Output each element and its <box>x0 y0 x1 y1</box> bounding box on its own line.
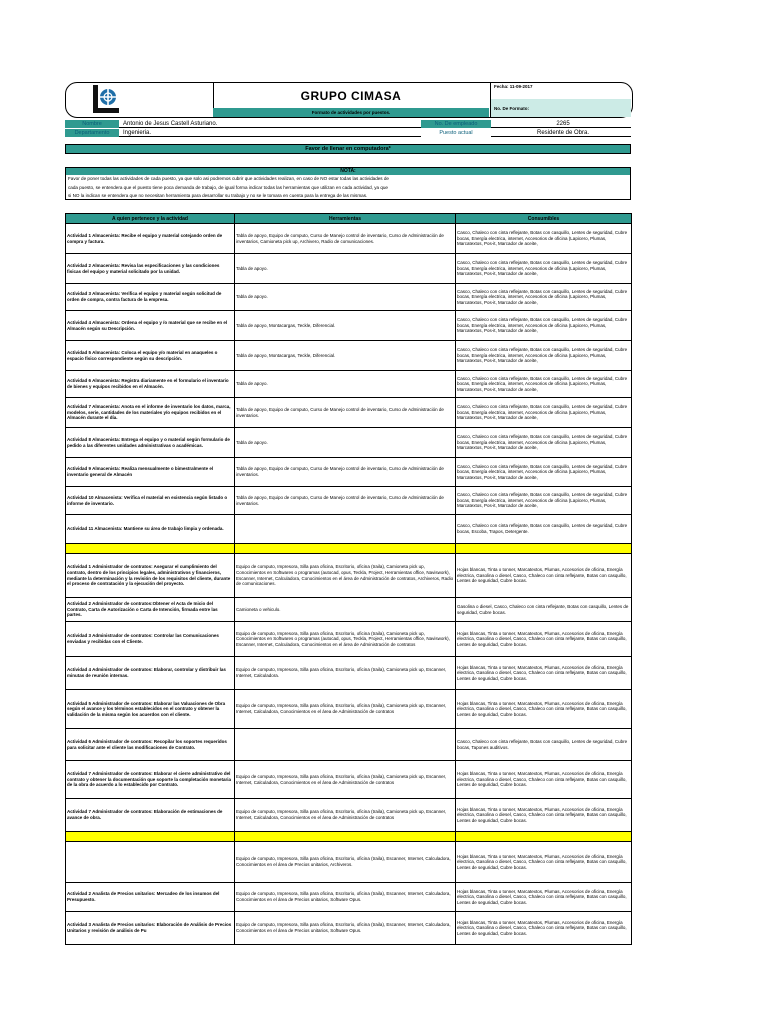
tools-cell: Equipo de computo, Impresora, Silla para oficina, Escritorio, oficina (traila), Camioneta pick up, Escanner, Internet, Calculadora. <box>235 657 456 690</box>
form-header <box>65 82 631 150</box>
table-row <box>66 284 632 311</box>
tools-cell: Tabla de apoyo. <box>235 254 456 284</box>
activity-cell: Actividad 2 Analista de Precios unitarios: Mercadeo de los insumos del Presupuesto. <box>66 883 235 912</box>
consumables-cell: Gasolina o diesel, Casco, Chaleco con cinta reflejante, Botas con casquillo, Lentes de seguridad, Cubre bocas. <box>456 598 632 622</box>
fill-instruction: Favor de llenar en computadora* <box>65 144 631 154</box>
format-number-field: No. De Formato: <box>490 99 631 117</box>
table-row <box>66 458 632 487</box>
column-header-tools: Herramientas <box>235 214 456 224</box>
activity-cell: Actividad 1 Almacenista: Recibe el equipo y material cotejando orden de compra y factura. <box>66 224 235 254</box>
employee-number-value: 2265 <box>491 120 631 128</box>
tools-cell: Tabla de apoyo, Equipo de computo, Curso de Manejo control de inventario, Curso de Administración de inventarios. <box>235 398 456 428</box>
section-separator-row <box>66 544 632 554</box>
tools-cell: Tabla de apoyo, Montacargas, Teckle, Diferencial. <box>235 341 456 371</box>
tools-cell: Tabla de apoyo, Montacargas, Teckle, Diferencial. <box>235 311 456 341</box>
table-row <box>66 487 632 515</box>
table-row <box>66 341 632 371</box>
activity-cell: Actividad 11 Almacenista: Mantiene su área de trabajo limpia y ordenada. <box>66 515 235 544</box>
separator-cell <box>456 544 632 554</box>
tools-cell <box>235 729 456 761</box>
note-title: NOTA: <box>66 168 630 175</box>
consumables-cell: Hojas blancas, Tinta o tonner, Marcatextos, Plumas, Accesorios de oficina, Energía electrica, Gasolina o diesel, Casco, Chaleco con cinta reflejante, Botas con casquillo, Lentes de seguridad, Cubre bocas. <box>456 554 632 598</box>
tools-cell: Tabla de apoyo. <box>235 371 456 398</box>
company-logo-icon <box>93 85 119 113</box>
tools-cell: Tabla de apoyo, Equipo de computo, Curso de Manejo control de inventario, Curso de Administración de inventarios. <box>235 458 456 487</box>
activity-cell: Actividad 3 Almacenista: Verifica el equipo y material según solicitud de orden de compra, contra factura de la empresa. <box>66 284 235 311</box>
department-value: Ingenieria. <box>119 129 421 137</box>
tools-cell: Camioneta o vehiculo. <box>235 598 456 622</box>
date-field: Fecha: 11-09-2017 <box>490 82 631 99</box>
activity-cell: Actividad 7 Administrador de contratos: Elaborar el cierre administrativo del contrato y obtener la documentación que soporte la completación monetaria de la obra de acuerdo a lo establecido por Contrato. <box>66 761 235 799</box>
table-row <box>66 657 632 690</box>
consumables-cell: Hojas blancas, Tinta o tonner, Marcatextos, Plumas, Accesorios de oficina, Energía electrica, Gasolina o diesel, Casco, Chaleco con cinta reflejante, Botas con casquillo, Lentes de seguridad, Cubre bocas. <box>456 657 632 690</box>
activity-cell: Actividad 1 Administrador de contratos: Asegurar el cumplimiento del contrato, dentro de los principios legales, administrativos y financieros, mediante la determinación y la revisión de los requisitos del cliente, durante el proceso de contratación y la ejecución del proyecto. <box>66 554 235 598</box>
table-row <box>66 554 632 598</box>
tools-cell: Equipo de computo, Impresora, Silla para oficina, Escritorio, oficina (traila), Escanner, Internet, Calculadora, Conocimientos en el área de Precios unitarios, Archiveros. <box>235 842 456 883</box>
table-row <box>66 598 632 622</box>
table-row <box>66 799 632 832</box>
consumables-cell: Casco, Chaleco con cinta reflejante, Botas con casquillo, Lentes de seguridad, Cubre bocas, Energía electrica, internet, Accesorios de oficina (Lapicero, Plumas, Marcatextos, Pos-it, Marcador de aceite, <box>456 284 632 311</box>
consumables-cell: Casco, Chaleco con cinta reflejante, Botas con casquillo, Lentes de seguridad, Cubre bocas, Energía electrica, internet, Accesorios de oficina (Lapicero, Plumas, Marcatextos, Pos-it, Marcador de aceite, <box>456 254 632 284</box>
activity-cell: Actividad 2 Almacenista: Revisa las especificaciones y las condiciones fisicas del equipo y material solicitado por la unidad. <box>66 254 235 284</box>
table-row <box>66 883 632 912</box>
activity-cell: Actividad 5 Almacenista: Coloca el equipo y/o material en anaqueles o espacio físico correspondiente según su descripción. <box>66 341 235 371</box>
form-sheet <box>65 82 631 936</box>
note-box <box>65 167 631 200</box>
activity-cell: Actividad 8 Almacenista: Entrega el equipo y o material según formulario de pedido a las diferentes unidades administrativas o académicas. <box>66 428 235 458</box>
consumables-cell: Hojas blancas, Tinta o tonner, Marcatextos, Plumas, Accesorios de oficina, Energía electrica, Gasolina o diesel, Casco, Chaleco con cinta reflejante, Botas con casquillo, Lentes de seguridad, Cubre bocas. <box>456 690 632 729</box>
activity-cell: Actividad 4 Administrador de contratos: Elaborar, controlar y distribuir las minutas de reunión internas. <box>66 657 235 690</box>
tools-cell: Equipo de computo, Impresora, Silla para oficina, Escritorio, oficina (traila), Camioneta pick up, Escanner, Internet, Calculadora, Conocimientos en el área de Administración de contratos <box>235 690 456 729</box>
position-label: Puesto actual <box>439 130 473 136</box>
consumables-cell: Hojas blancas, Tinta o tonner, Marcatextos, Plumas, Accesorios de oficina, Energía electrica, Gasolina o diesel, Casco, Chaleco con cinta reflejante, Botas con casquillo, Lentes de seguridad, Cubre bocas. <box>456 622 632 657</box>
activity-cell: Actividad 7 Almacenista: Anota en el informe de inventario los datos, marca, modelos, serie, cantidades de los materiales y/o equipos recibidos en el Almacén durante el día. <box>66 398 235 428</box>
activities-table <box>65 213 632 945</box>
consumables-cell: Casco, Chaleco con cinta reflejante, Botas con casquillo, Lentes de seguridad, Cubre bocas, Energía electrica, internet, Accesorios de oficina (Lapicero, Plumas, Marcatextos, Pos-it, Marcador de aceite, <box>456 371 632 398</box>
activity-cell: Actividad 7 Administrador de contratos: Elaboración de estimaciones de avance de obra. <box>66 799 235 832</box>
table-row <box>66 224 632 254</box>
tools-cell: Tabla de apoyo, Equipo de computo, Curso de Manejo control de inventario, Curso de Administración de inventarios, Camioneta pick up, Archivero, Radio de comunicaciones. <box>235 224 456 254</box>
activity-cell: Actividad 5 Administrador de contratos: Elaborar las Valuaciones de Obra según el avance y los términos establecidos en el contrato y obtener la validación de la misma según los acuerdos con el cliente. <box>66 690 235 729</box>
consumables-cell: Hojas blancas, Tinta o tonner, Marcatextos, Plumas, Accesorios de oficina, Energía electrica, Gasolina o diesel, Casco, Chaleco con cinta reflejante, Botas con casquillo, Lentes de seguridad, Cubre bocas. <box>456 761 632 799</box>
table-row <box>66 622 632 657</box>
tools-cell: Tabla de apoyo. <box>235 428 456 458</box>
separator-cell <box>66 544 235 554</box>
name-value: Antonio de Jesus Castell Asturiano. <box>119 120 421 128</box>
table-row <box>66 729 632 761</box>
tools-cell: Tabla de apoyo. <box>235 284 456 311</box>
tools-cell: Equipo de computo, Impresora, Silla para oficina, Escritorio, oficina (traila), Camioneta pick up, Conocimientos en Softwares o programas (autocad, opus, Teckla, Project, Herramientas office, Naviswork), Escanner, Internet, Calculadora, Conocimientos en el área de Administración de contratos, Archiveros, Radio de comunicaciones. <box>235 554 456 598</box>
tools-cell: Equipo de computo, Impresora, Silla para oficina, Escritorio, oficina (traila), Escanner, Internet, Calculadora, Conocimientos en el área de Precios unitarios, Software Opus. <box>235 883 456 912</box>
separator-cell <box>66 832 235 842</box>
consumables-cell: Casco, Chaleco con cinta reflejante, Botas con casquillo, Lentes de seguridad, Cubre bocas, Tapones auditivos. <box>456 729 632 761</box>
activity-cell: Actividad 4 Almacenista: Ordena el equipo y /o material que se recibe en el Almacén según su Descripción. <box>66 311 235 341</box>
name-label: Nombre <box>65 120 119 128</box>
table-row <box>66 515 632 544</box>
separator-cell <box>456 832 632 842</box>
table-row <box>66 761 632 799</box>
consumables-cell: Casco, Chaleco con cinta reflejante, Botas con casquillo, Lentes de seguridad, Cubre bocas, Energía electrica, internet, Accesorios de oficina (Lapicero, Plumas, Marcatextos, Pos-it, Marcador de aceite, <box>456 341 632 371</box>
consumables-cell: Hojas blancas, Tinta o tonner, Marcatextos, Plumas, Accesorios de oficina, Energía electrica, Gasolina o diesel, Casco, Chaleco con cinta reflejante, Botas con casquillo, Lentes de seguridad, Cubre bocas. <box>456 883 632 912</box>
consumables-cell: Casco, Chaleco con cinta reflejante, Botas con casquillo, Lentes de seguridad, Cubre bocas, Energía electrica, internet, Accesorios de oficina (Lapicero, Plumas, Marcatextos, Pos-it, Marcador de aceite, <box>456 224 632 254</box>
consumables-cell: Hojas blancas, Tinta o tonner, Marcatextos, Plumas, Accesorios de oficina, Energía electrica, Gasolina o diesel, Casco, Chaleco con cinta reflejante, Botas con casquillo, Lentes de seguridad, Cubre bocas. <box>456 912 632 945</box>
activity-cell: Actividad 2 Administrador de contratos:Obtener el Acta de Inicio del Contrato, Carta de Autorización o Carta de Intención, firmada entre las partes. <box>66 598 235 622</box>
activity-cell: Actividad 9 Almacenista: Realiza mensualmente o bimestralmente el inventario general de Almacén <box>66 458 235 487</box>
consumables-cell: Casco, Chaleco con cinta reflejante, Botas con casquillo, Lentes de seguridad, Cubre bocas, Energía electrica, internet, Accesorios de oficina (Lapicero, Plumas, Marcatextos, Pos-it, Marcador de aceite, <box>456 398 632 428</box>
note-line: Favor de poner todas las actividades de cada puesto, ya que solo asi podremos cubrir que actividades realizan, en caso de NO estar todas las actividades de <box>68 176 389 181</box>
activity-cell: Actividad 3 Administrador de contratos: Controlar las Comunicaciones enviadas y recibidas con el Cliente. <box>66 622 235 657</box>
consumables-cell: Casco, Chaleco con cinta reflejante, Botas con casquillo, Lentes de seguridad, Cubre bocas, Energía electrica, internet, Accesorios de oficina (Lapicero, Plumas, Marcatextos, Pos-it, Marcador de aceite, <box>456 458 632 487</box>
tools-cell: Equipo de computo, Impresora, Silla para oficina, Escritorio, oficina (traila), Camioneta pick up, Escanner, Internet, Calculadora, Conocimientos en el área de Administración de contratos <box>235 799 456 832</box>
consumables-cell: Hojas blancas, Tinta o tonner, Marcatextos, Plumas, Accesorios de oficina, Energía electrica, Gasolina o diesel, Casco, Chaleco con cinta reflejante, Botas con casquillo, Lentes de seguridad, Cubre bocas. <box>456 842 632 883</box>
activity-cell: Actividad 6 Almacenista: Registra diariamente en el formulario el inventario de bienes y equipos recibidos en el Almacén. <box>66 371 235 398</box>
form-subtitle: Formato de actividades por puestos. <box>213 108 489 117</box>
tools-cell: Equipo de computo, Impresora, Silla para oficina, Escritorio, oficina (traila), Camioneta pick up, Escanner, Internet, Calculadora, Conocimientos en el área de Administración de contratos <box>235 761 456 799</box>
tools-cell: Tabla de apoyo, Equipo de computo, Curso de Manejo control de inventario, Curso de Administración de inventarios. <box>235 487 456 515</box>
company-title: GRUPO CIMASA <box>300 89 402 103</box>
table-row <box>66 912 632 945</box>
table-body <box>66 224 632 945</box>
table-row <box>66 311 632 341</box>
table-row <box>66 398 632 428</box>
position-value: Residente de Obra. <box>491 129 631 137</box>
tools-cell <box>235 515 456 544</box>
activity-cell <box>66 842 235 883</box>
consumables-cell: Casco, Chaleco con cinta reflejante, Botas con casquillo, Lentes de seguridad, Cubre bocas, Escoba, Trapos, Detergente. <box>456 515 632 544</box>
table-row <box>66 254 632 284</box>
employee-number-label: No. De empleado <box>421 120 491 128</box>
consumables-cell: Casco, Chaleco con cinta reflejante, Botas con casquillo, Lentes de seguridad, Cubre bocas, Energía electrica, internet, Accesorios de oficina (Lapicero, Plumas, Marcatextos, Pos-it, Marcador de aceite, <box>456 428 632 458</box>
consumables-cell: Hojas blancas, Tinta o tonner, Marcatextos, Plumas, Accesorios de oficina, Energía electrica, Gasolina o diesel, Casco, Chaleco con cinta reflejante, Botas con casquillo, Lentes de seguridad, Cubre bocas. <box>456 799 632 832</box>
consumables-cell: Casco, Chaleco con cinta reflejante, Botas con casquillo, Lentes de seguridad, Cubre bocas, Energía electrica, internet, Accesorios de oficina (Lapicero, Plumas, Marcatextos, Pos-it, Marcador de aceite, <box>456 311 632 341</box>
tools-cell: Equipo de computo, Impresora, Silla para oficina, Escritorio, oficina (traila), Camioneta pick up, Conocimientos en Softwares o programas (autocad, opus, Teckla, Project, Herramientas office, Naviswork), Escanner, Internet, Calculadora, Conocimientos en el área de Administración de contratos <box>235 622 456 657</box>
activity-cell: Actividad 6 Administrador de contratos: Recopilar los soportes requeridos para solicitar ante el cliente las modificaciones de Contrato. <box>66 729 235 761</box>
table-row <box>66 428 632 458</box>
activity-cell: Actividad 3 Analista de Precios unitarios: Elaboración de Análisis de Precios Unitarios y revisión de análisis de Pu <box>66 912 235 945</box>
consumables-cell: Casco, Chaleco con cinta reflejante, Botas con casquillo, Lentes de seguridad, Cubre bocas, Energía electrica, internet, Accesorios de oficina (Lapicero, Plumas, Marcatextos, Pos-it, Marcador de aceite, <box>456 487 632 515</box>
table-row <box>66 371 632 398</box>
table-row <box>66 690 632 729</box>
logo-cell <box>65 82 214 116</box>
section-separator-row <box>66 832 632 842</box>
column-header-activity: A quien pertenece y la actividad <box>66 214 235 224</box>
tools-cell: Equipo de computo, Impresora, Silla para oficina, Escritorio, oficina (traila), Escanner, Internet, Calculadora, Conocimientos en el área de Precios unitarios, Software Opus. <box>235 912 456 945</box>
activity-cell: Actividad 10 Almacenista: Verifica el material en existencia según listado o informe de inventario. <box>66 487 235 515</box>
separator-cell <box>235 832 456 842</box>
note-line: si NO la indican se entendera que no necesitan herramienta para desarrollar su trabajo y no se le tomara en cuenta para la entrega de las mismas. <box>68 193 368 198</box>
department-label: Departamento <box>65 129 119 137</box>
table-row <box>66 842 632 883</box>
separator-cell <box>235 544 456 554</box>
column-header-consumables: Consumibles <box>456 214 632 224</box>
note-line: cada puesto, se entendera que el puesto tiene poca demanda de trabajo, de igual forma indicar todas las herramientas que utilizan en cada actividad, ya que <box>68 184 388 190</box>
